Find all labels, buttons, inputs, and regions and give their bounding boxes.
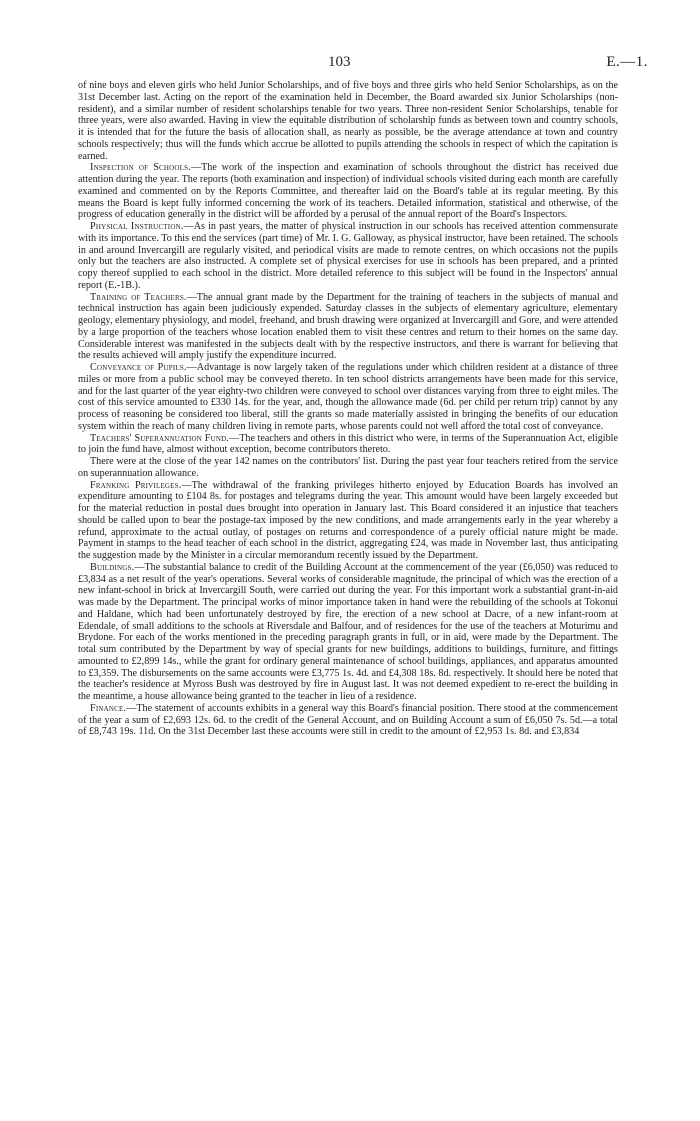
section-heading: Inspection of Schools.	[90, 162, 191, 174]
section-heading: Teachers' Superannuation Fund.	[90, 432, 230, 444]
paragraph-finance	[78, 703, 618, 738]
paragraph-physical-instruction	[78, 221, 618, 292]
section-heading: Finance.	[90, 702, 127, 714]
paragraph-text: —Advantage is now largely taken of the regulations under which children resident at a distance of three miles or more from a public school may be conveyed thereto. In ten school districts arrangements have been made for this service, and for the last quarter of the year eighty-two children were conveyed to school over distances varying from three to eight miles. The cost of this service amounted to £330 14s. for the year, and, though the allowance made (6d. per child per return trip) cannot by any process of reasoning be considered too liberal, still the grants so made materially assisted in bringing the benefits of our education system within the reach of many children living in remote parts, whose parents could not well afford the total cost of conveyance.	[78, 362, 619, 432]
section-heading: Buildings.	[90, 561, 135, 573]
paragraph-scholarships	[78, 80, 618, 162]
section-heading: Franking Privileges.	[90, 479, 182, 491]
paragraph-text: —The statement of accounts exhibits in a general way this Board's financial position. There stood at the commencement of the year a sum of £2,693 12s. 6d. to the credit of the General Account, and on Building Account a sum of £6,050 7s. 5d.—a total of £8,743 19s. 11d. On the 31st December last these accounts were still in credit to the amount of £2,953 1s. 8d. and £3,834	[78, 702, 618, 738]
paragraph-text: —The annual grant made by the Department for the training of teachers in the subjects of manual and technical instruction has again been judiciously expended. Saturday classes in the subjects of elementary agriculture, elementary geology, elementary physiology, and model, freehand, and brush drawing were organized at Invercargill and Gore, and were attended by a large proportion of the teachers whose location enabled them to visit these centres and return to their homes on the same day. Considerable interest was manifested in the subjects dealt with by the respective instructors, and there is warrant for believing that the results achieved will amply justify the expenditure incurred.	[78, 291, 619, 362]
paragraph-franking	[78, 480, 618, 562]
section-heading: Conveyance of Pupils.	[90, 362, 187, 373]
paragraph-superannuation	[78, 433, 618, 457]
paragraph-contributors	[78, 456, 618, 480]
body-text	[78, 80, 618, 738]
paragraph-text: —The work of the inspection and examination of schools throughout the district has received due attention during the year. The reports (both examination and inspection) of individual schools visited during each month are carefully examined and commented on by the Reports Committee, and thereafter laid on the Board's table at its regular meeting. By this means the Board is kept fully informed concerning the work of its teachers. Detailed information, statistical and otherwise, of the progress of education generally in the district will be afforded by a perusal of the annual report of the Board's Inspectors.	[78, 162, 618, 221]
paragraph-text: —As in past years, the matter of physical instruction in our schools has received attention commensurate with its importance. To this end the services (part time) of Mr. I. G. Galloway, as physical instructor, have been retained. The schools in and around Invercargill are regularly visited, and periodical visits are made to remote centres, on which occasions not the pupils only but the teachers are also instructed. A complete set of physical exercises for use in schools has been prepared, and a printed copy thereof supplied to each school in the district. More detailed reference to this subject will be found in the Inspectors' annual report (E.-1B.).	[78, 221, 619, 291]
paragraph-conveyance	[78, 362, 618, 433]
section-heading: Physical Instruction.	[90, 221, 184, 232]
paragraph-text: —The substantial balance to credit of the Building Account at the commencement of the year (£6,050) was reduced to £3,834 as a net result of the year's operations. Several works of considerable magnitude, the principal of which was the erection of a new infant-school in brick at Invercargill South, were carried out during the year. For this important work a substantial grant-in-aid was made by the Department. The principal works of minor importance taken in hand were the rebuilding of the schools at Tokonui and Haldane, which had been unfortunately destroyed by fire, the erection of a new school at Dacre, of a new infant-room at Edendale, of small additions to the schools at Riversdale and Balfour, and of residences for the use of the teachers at Moturimu and Brydone. For each of the works mentioned in the preceding paragraph grants in full, or in aid, were made by the Department. The total sum contributed by the Department by way of special grants for new buildings, additions to buildings, furniture, and fittings amounted to £2,899 14s., while the grant for ordinary general maintenance of school buildings, appliances, and apparatus amounted to £3,359. The disbursements on the same accounts were £3,775 1s. 4d. and £4,308 18s. 8d. respectively. It should here be noted that the teacher's residence at Myross Bush was destroyed by fire in August last. It was not deemed expedient to re-erect the building in the meantime, a house allowance being granted to the teacher in lieu of a residence.	[78, 561, 618, 702]
page-header	[0, 54, 700, 74]
paragraph-inspection	[78, 162, 618, 221]
paragraph-text: There were at the close of the year 142 names on the contributors' list. During the past year four teachers retired from the service on superannuation allowance.	[78, 456, 618, 479]
paragraph-text: of nine boys and eleven girls who held Junior Scholarships, and of five boys and three girls who held Senior Scholarships, as on the 31st December last. Acting on the report of the examination held in December, the Board awarded six Junior Scholarships (non-resident), and a similar number of resident scholarships tenable for two years. Three non-resident Senior Scholarships, tenable for three years, were also awarded. Having in view the equitable distribution of scholarship funds as between town and country schools, it is intended that for the future the basis of allocation shall, as nearly as possible, be the average attendance at town and country schools respectively; thus will the funds which accrue be allotted to pupils attending the schools in respect of which the capitation is earned.	[78, 80, 618, 162]
section-heading: Training of Teachers.	[90, 291, 187, 303]
paragraph-text: —The withdrawal of the franking privileges hitherto enjoyed by Education Boards has involved an expenditure amounting to £104 8s. for postages and telegrams during the year. This amount would have been largely exceeded but for the material reduction in postal dues brought into operation in January last. This Board considered it an injustice that teachers should be called upon to bear the postage-tax imposed by the new conditions, and made arrangements early in the year whereby a refund, approximate to the actual outlay, of postages on returns and correspondence of a purely official nature might be made. Payment in stamps to the head teacher of each school in the district, aggregating £24, was made in November last, thus anticipating the suggestion made by the Minister in a circular memorandum recently issued by the Department.	[78, 479, 618, 561]
document-reference: E.—1.	[606, 54, 648, 70]
paragraph-text: —The teachers and others in this district who were, in terms of the Superannuation Act, eligible to join the fund have, almost without exception, become contributors thereto.	[78, 432, 618, 456]
page-number: 103	[328, 54, 351, 70]
paragraph-buildings	[78, 562, 618, 703]
paragraph-training	[78, 292, 618, 363]
